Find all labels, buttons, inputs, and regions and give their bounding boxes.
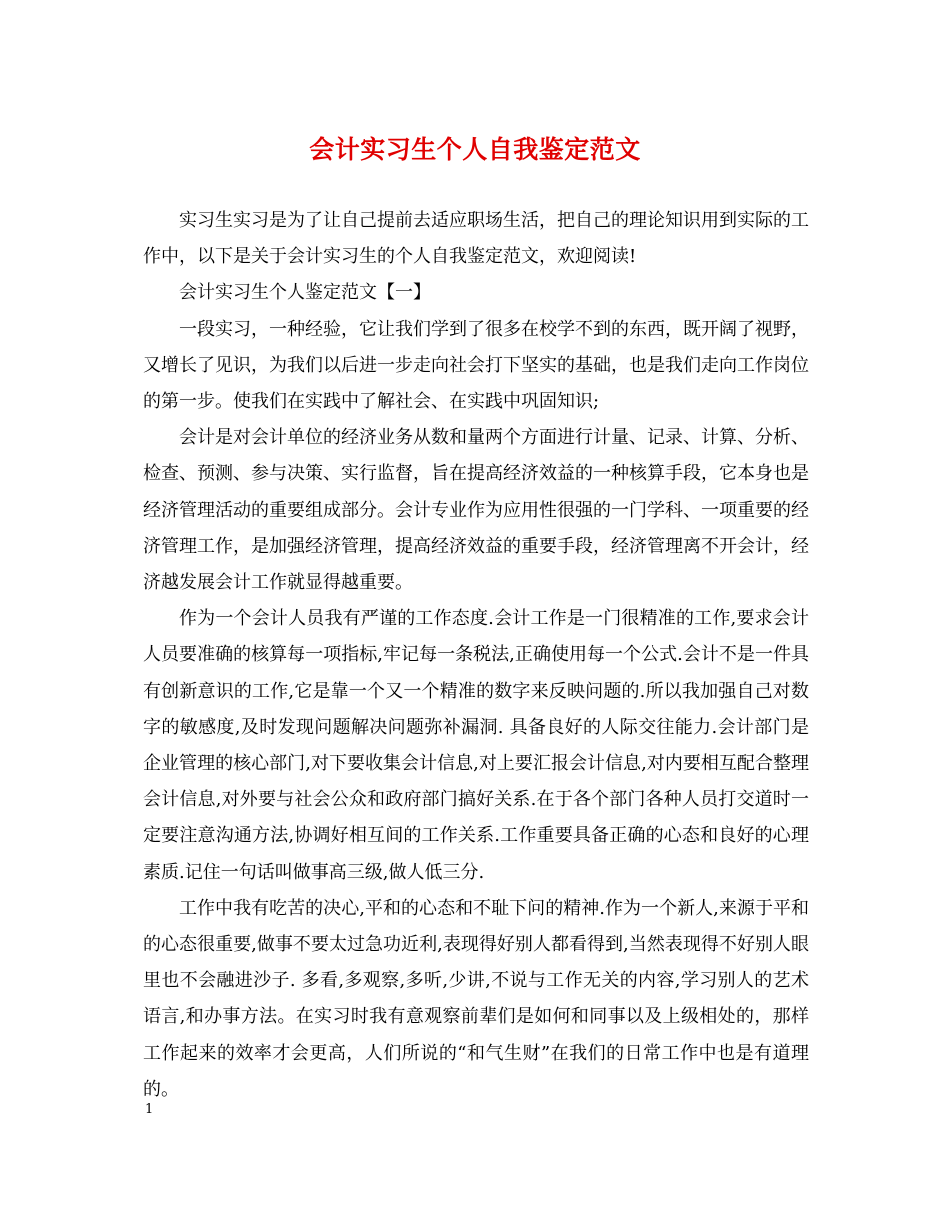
paragraph-intro: 实习生实习是为了让自己提前去适应职场生活，把自己的理论知识用到实际的工作中，以下是关于会计实习生的个人自我鉴定范文，欢迎阅读! — [143, 210, 809, 268]
paragraph-mindset: 工作中我有吃苦的决心,平和的心态和不耻下问的精神.作为一个新人,来源于平和的心态很重要,做事不要太过急功近利,表现得好别人都看得到,当然表现得不好别人眼里也不会融进沙子. 多看,多观察,多听,少讲,不说与工作无关的内容,学习别人的艺术语言,和办事方法。在实习时我有意观察前辈们是如何和同事以及上级相处的，那样工作起来的效率才会更高，人们所说的“和气生财”在我们的日常工作中也是有道理的。 — [143, 897, 809, 1100]
paragraph-experience: 一段实习，一种经验，它让我们学到了很多在校学不到的东西，既开阔了视野，又增长了见识，为我们以后进一步走向社会打下坚实的基础，也是我们走向工作岗位的第一步。使我们在实践中了解社会、在实践中巩固知识; — [143, 318, 809, 413]
document-title: 会计实习生个人自我鉴定范文 — [309, 135, 641, 164]
section-heading: 会计实习生个人鉴定范文【一】 — [179, 282, 431, 304]
document-body — [143, 203, 809, 1108]
paragraph-accounting-definition: 会计是对会计单位的经济业务从数和量两个方面进行计量、记录、计算、分析、检查、预测、参与决策、实行监督，旨在提高经济效益的一种核算手段，它本身也是经济管理活动的重要组成部分。会计专业作为应用性很强的一门学科、一项重要的经济管理工作，是加强经济管理，提高经济效益的重要手段，经济管理离不开会计，经济越发展会计工作就显得越重要。 — [143, 427, 809, 594]
paragraph-work-attitude: 作为一个会计人员我有严谨的工作态度.会计工作是一门很精准的工作,要求会计人员要准确的核算每一项指标,牢记每一条税法,正确使用每一个公式.会计不是一件具有创新意识的工作,它是靠一个又一个精准的数字来反映问题的.所以我加强自己对数字的敏感度,及时发现问题解决问题弥补漏洞. 具备良好的人际交往能力.会计部门是企业管理的核心部门,对下要收集会计信息,对上要汇报会计信息,对内要相互配合整理会计信息,对外要与社会公众和政府部门搞好关系.在于各个部门各种人员打交道时一定要注意沟通方法,协调好相互间的工作关系.工作重要具备正确的心态和良好的心理素质.记住一句话叫做事高三级,做人低三分. — [143, 608, 809, 883]
page-number: 1 — [145, 1102, 154, 1117]
